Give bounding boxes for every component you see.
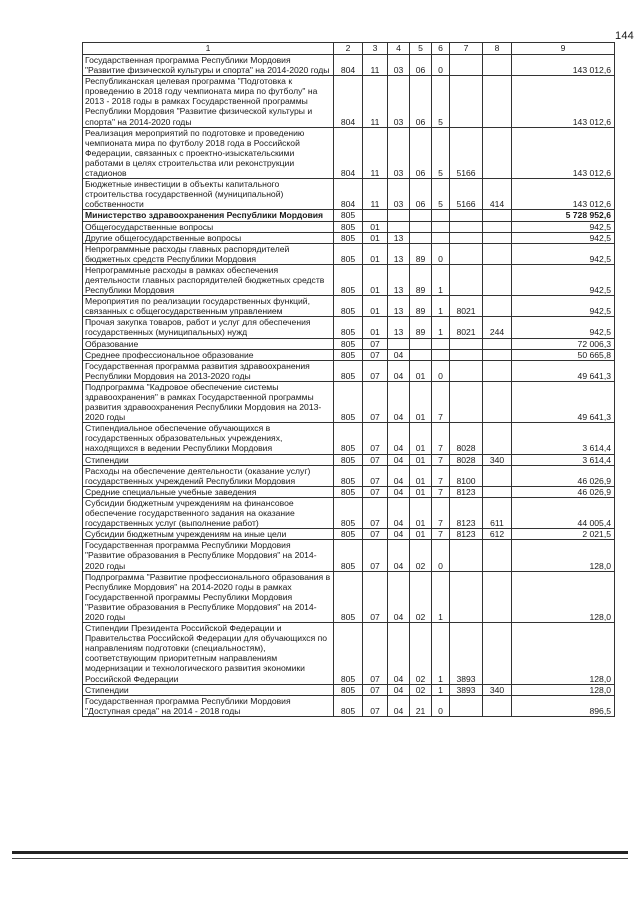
section-code-cell: 01: [363, 296, 388, 317]
subprogram-code-cell: 7: [432, 381, 450, 422]
amount-cell: 46 026,9: [512, 486, 615, 497]
row-name-cell: Образование: [83, 338, 334, 349]
program-code-cell: 06: [410, 179, 432, 210]
admin-code-cell: 804: [334, 76, 363, 127]
target-article-cell: [450, 695, 483, 716]
program-code-cell: 01: [410, 465, 432, 486]
amount-cell: 128,0: [512, 540, 615, 571]
amount-cell: 942,5: [512, 243, 615, 264]
subprogram-code-cell: 0: [432, 55, 450, 76]
amount-cell: 942,5: [512, 221, 615, 232]
target-article-cell: [450, 221, 483, 232]
program-code-cell: [410, 338, 432, 349]
subprogram-code-cell: 1: [432, 571, 450, 622]
target-article-cell: 8021: [450, 317, 483, 338]
subsection-code-cell: 04: [388, 454, 410, 465]
subsection-code-cell: 04: [388, 529, 410, 540]
subprogram-code-cell: 7: [432, 497, 450, 528]
row-name-cell: Министерство здравоохранения Республики Мордовия: [83, 210, 334, 221]
admin-code-cell: 804: [334, 179, 363, 210]
subprogram-code-cell: [432, 232, 450, 243]
column-header: 4: [388, 43, 410, 55]
program-code-cell: [410, 210, 432, 221]
subsection-code-cell: 04: [388, 540, 410, 571]
expense-type-cell: 340: [483, 684, 512, 695]
table-row: [83, 540, 615, 571]
expense-type-cell: [483, 623, 512, 685]
section-code-cell: 07: [363, 360, 388, 381]
subsection-code-cell: 04: [388, 486, 410, 497]
admin-code-cell: 805: [334, 232, 363, 243]
amount-cell: 3 614,4: [512, 423, 615, 454]
target-article-cell: [450, 571, 483, 622]
expense-type-cell: 612: [483, 529, 512, 540]
row-name-cell: Субсидии бюджетным учреждениям на финансовое обеспечение государственного задания на оказание государственных услуг (выполнение работ): [83, 497, 334, 528]
table-row: [83, 465, 615, 486]
program-code-cell: 01: [410, 529, 432, 540]
program-code-cell: 02: [410, 540, 432, 571]
subsection-code-cell: 04: [388, 381, 410, 422]
subprogram-code-cell: 5: [432, 76, 450, 127]
table-row: [83, 76, 615, 127]
subsection-code-cell: 04: [388, 497, 410, 528]
target-article-cell: [450, 55, 483, 76]
subprogram-code-cell: 5: [432, 127, 450, 178]
program-code-cell: 89: [410, 296, 432, 317]
admin-code-cell: 805: [334, 338, 363, 349]
subprogram-code-cell: 7: [432, 529, 450, 540]
amount-cell: 50 665,8: [512, 349, 615, 360]
expense-type-cell: [483, 571, 512, 622]
admin-code-cell: 804: [334, 127, 363, 178]
column-header: 6: [432, 43, 450, 55]
row-name-cell: Стипендиальное обеспечение обучающихся в государственных образовательных учреждениях, находящихся в ведении Республики Мордовия: [83, 423, 334, 454]
expense-type-cell: [483, 338, 512, 349]
program-code-cell: 06: [410, 55, 432, 76]
section-code-cell: 07: [363, 695, 388, 716]
table-row: [83, 571, 615, 622]
subsection-code-cell: 03: [388, 55, 410, 76]
target-article-cell: 3893: [450, 623, 483, 685]
expense-type-cell: [483, 381, 512, 422]
admin-code-cell: 805: [334, 221, 363, 232]
admin-code-cell: 805: [334, 623, 363, 685]
program-code-cell: 01: [410, 497, 432, 528]
section-code-cell: 07: [363, 529, 388, 540]
target-article-cell: [450, 360, 483, 381]
row-name-cell: Расходы на обеспечение деятельности (оказание услуг) государственных учреждений Республики Мордовия: [83, 465, 334, 486]
expense-type-cell: [483, 76, 512, 127]
target-article-cell: [450, 243, 483, 264]
subprogram-code-cell: 0: [432, 360, 450, 381]
section-code-cell: 11: [363, 179, 388, 210]
program-code-cell: 89: [410, 317, 432, 338]
subsection-code-cell: 13: [388, 317, 410, 338]
subprogram-code-cell: 5: [432, 179, 450, 210]
section-code-cell: 07: [363, 486, 388, 497]
subprogram-code-cell: 7: [432, 423, 450, 454]
admin-code-cell: 805: [334, 454, 363, 465]
table-row: [83, 264, 615, 295]
program-code-cell: 01: [410, 423, 432, 454]
subsection-code-cell: 04: [388, 623, 410, 685]
section-code-cell: 07: [363, 684, 388, 695]
expense-type-cell: [483, 695, 512, 716]
row-name-cell: Государственная программа Республики Мордовия "Развитие образования в Республике Мордовия" на 2014-2020 годы: [83, 540, 334, 571]
section-code-cell: 07: [363, 571, 388, 622]
footer-rule-thin: [12, 858, 628, 859]
amount-cell: 46 026,9: [512, 465, 615, 486]
amount-cell: 44 005,4: [512, 497, 615, 528]
row-name-cell: Средние специальные учебные заведения: [83, 486, 334, 497]
expense-type-cell: [483, 349, 512, 360]
subprogram-code-cell: 1: [432, 317, 450, 338]
table-row: [83, 243, 615, 264]
subprogram-code-cell: 1: [432, 623, 450, 685]
admin-code-cell: 805: [334, 571, 363, 622]
subsection-code-cell: 04: [388, 360, 410, 381]
subsection-code-cell: 04: [388, 465, 410, 486]
amount-cell: 896,5: [512, 695, 615, 716]
program-code-cell: 01: [410, 360, 432, 381]
column-header: 7: [450, 43, 483, 55]
subprogram-code-cell: 7: [432, 454, 450, 465]
table-row: [83, 55, 615, 76]
section-code-cell: 07: [363, 540, 388, 571]
subprogram-code-cell: 1: [432, 296, 450, 317]
column-header: 3: [363, 43, 388, 55]
row-name-cell: Бюджетные инвестиции в объекты капитального строительства государственной (муниципальной) собственности: [83, 179, 334, 210]
section-code-cell: 01: [363, 232, 388, 243]
expense-type-cell: [483, 423, 512, 454]
amount-cell: 942,5: [512, 264, 615, 295]
subsection-code-cell: [388, 221, 410, 232]
section-code-cell: 07: [363, 381, 388, 422]
admin-code-cell: 805: [334, 210, 363, 221]
subsection-code-cell: 03: [388, 179, 410, 210]
section-code-cell: 01: [363, 243, 388, 264]
expense-type-cell: 414: [483, 179, 512, 210]
table-row: [83, 210, 615, 221]
section-code-cell: 07: [363, 349, 388, 360]
section-code-cell: 11: [363, 76, 388, 127]
row-name-cell: Реализация мероприятий по подготовке и проведению чемпионата мира по футболу 2018 года в Российской Федерации, связанных с проектно-изыскательскими работами в целях строительства или реконструкции стадионов: [83, 127, 334, 178]
admin-code-cell: 805: [334, 695, 363, 716]
subsection-code-cell: 04: [388, 349, 410, 360]
admin-code-cell: 805: [334, 423, 363, 454]
amount-cell: 143 012,6: [512, 179, 615, 210]
expense-type-cell: [483, 55, 512, 76]
row-name-cell: Непрограммные расходы главных распорядителей бюджетных средств Республики Мордовия: [83, 243, 334, 264]
budget-table: [82, 42, 615, 717]
expense-type-cell: [483, 486, 512, 497]
admin-code-cell: 805: [334, 465, 363, 486]
target-article-cell: 8028: [450, 423, 483, 454]
target-article-cell: [450, 540, 483, 571]
amount-cell: 143 012,6: [512, 127, 615, 178]
table-row: [83, 381, 615, 422]
expense-type-cell: 340: [483, 454, 512, 465]
row-name-cell: Государственная программа Республики Мордовия "Развитие физической культуры и спорта" на 2014-2020 годы: [83, 55, 334, 76]
target-article-cell: [450, 338, 483, 349]
expense-type-cell: [483, 243, 512, 264]
row-name-cell: Общегосударственные вопросы: [83, 221, 334, 232]
amount-cell: 143 012,6: [512, 55, 615, 76]
table-row: [83, 529, 615, 540]
target-article-cell: 8021: [450, 296, 483, 317]
amount-cell: 49 641,3: [512, 381, 615, 422]
amount-cell: 128,0: [512, 684, 615, 695]
section-code-cell: 07: [363, 454, 388, 465]
subsection-code-cell: [388, 210, 410, 221]
table-row: [83, 423, 615, 454]
amount-cell: 2 021,5: [512, 529, 615, 540]
program-code-cell: 02: [410, 684, 432, 695]
admin-code-cell: 805: [334, 360, 363, 381]
table-row: [83, 179, 615, 210]
subsection-code-cell: 04: [388, 423, 410, 454]
subprogram-code-cell: [432, 349, 450, 360]
row-name-cell: Прочая закупка товаров, работ и услуг для обеспечения государственных (муниципальных) нужд: [83, 317, 334, 338]
section-code-cell: 01: [363, 317, 388, 338]
program-code-cell: 21: [410, 695, 432, 716]
section-code-cell: 07: [363, 423, 388, 454]
amount-cell: 128,0: [512, 571, 615, 622]
admin-code-cell: 805: [334, 349, 363, 360]
table-row: [83, 221, 615, 232]
column-header: 9: [512, 43, 615, 55]
expense-type-cell: [483, 465, 512, 486]
amount-cell: 49 641,3: [512, 360, 615, 381]
subprogram-code-cell: 1: [432, 684, 450, 695]
row-name-cell: Другие общегосударственные вопросы: [83, 232, 334, 243]
row-name-cell: Непрограммные расходы в рамках обеспечения деятельности главных распорядителей бюджетных средств Республики Мордовия: [83, 264, 334, 295]
amount-cell: 143 012,6: [512, 76, 615, 127]
section-code-cell: 01: [363, 221, 388, 232]
row-name-cell: Стипендии Президента Российской Федерации и Правительства Российской Федерации для обучающихся по направлениям подготовки (специальностям), соответствующим приоритетным направлениям модернизации и технологического развития экономики Российской Федерации: [83, 623, 334, 685]
table-row: [83, 623, 615, 685]
target-article-cell: [450, 232, 483, 243]
row-name-cell: Субсидии бюджетным учреждениям на иные цели: [83, 529, 334, 540]
page-number: 144: [615, 30, 634, 42]
target-article-cell: [450, 264, 483, 295]
program-code-cell: 01: [410, 381, 432, 422]
row-name-cell: Подпрограмма "Развитие профессионального образования в Республике Мордовия" на 2014-2020 годы в рамках Государственной программы Республики Мордовия "Развитие образования в Республике Мордовия" на 2014-2020 годы: [83, 571, 334, 622]
admin-code-cell: 805: [334, 486, 363, 497]
table-row: [83, 296, 615, 317]
target-article-cell: 5166: [450, 179, 483, 210]
row-name-cell: Стипендии: [83, 454, 334, 465]
subprogram-code-cell: 7: [432, 465, 450, 486]
subprogram-code-cell: 1: [432, 264, 450, 295]
target-article-cell: 8123: [450, 529, 483, 540]
subsection-code-cell: 13: [388, 296, 410, 317]
section-code-cell: 07: [363, 338, 388, 349]
subprogram-code-cell: 0: [432, 243, 450, 264]
subsection-code-cell: 13: [388, 243, 410, 264]
subprogram-code-cell: [432, 210, 450, 221]
table-row: [83, 486, 615, 497]
section-code-cell: 11: [363, 55, 388, 76]
expense-type-cell: [483, 221, 512, 232]
subprogram-code-cell: 0: [432, 540, 450, 571]
program-code-cell: 01: [410, 486, 432, 497]
subsection-code-cell: 04: [388, 571, 410, 622]
table-row: [83, 232, 615, 243]
amount-cell: 942,5: [512, 317, 615, 338]
target-article-cell: [450, 381, 483, 422]
target-article-cell: 3893: [450, 684, 483, 695]
column-header: 8: [483, 43, 512, 55]
expense-type-cell: [483, 232, 512, 243]
program-code-cell: 02: [410, 623, 432, 685]
section-code-cell: 11: [363, 127, 388, 178]
section-code-cell: 07: [363, 465, 388, 486]
row-name-cell: Мероприятия по реализации государственных функций, связанных с общегосударственным управлением: [83, 296, 334, 317]
expense-type-cell: [483, 127, 512, 178]
subsection-code-cell: 03: [388, 127, 410, 178]
subprogram-code-cell: [432, 221, 450, 232]
target-article-cell: 8100: [450, 465, 483, 486]
table-row: [83, 127, 615, 178]
program-code-cell: 02: [410, 571, 432, 622]
section-code-cell: [363, 210, 388, 221]
table-row: [83, 349, 615, 360]
amount-cell: 942,5: [512, 232, 615, 243]
header-row: [83, 43, 615, 55]
admin-code-cell: 805: [334, 684, 363, 695]
target-article-cell: [450, 76, 483, 127]
target-article-cell: [450, 349, 483, 360]
subprogram-code-cell: 0: [432, 695, 450, 716]
section-code-cell: 07: [363, 497, 388, 528]
expense-type-cell: [483, 264, 512, 295]
row-name-cell: Подпрограмма "Кадровое обеспечение системы здравоохранения" в рамках Государственной программы развития здравоохранения Республики Мордовия на 2013-2020 годы: [83, 381, 334, 422]
amount-cell: 72 006,3: [512, 338, 615, 349]
program-code-cell: 89: [410, 264, 432, 295]
table-row: [83, 497, 615, 528]
column-header: 5: [410, 43, 432, 55]
admin-code-cell: 805: [334, 529, 363, 540]
expense-type-cell: [483, 360, 512, 381]
target-article-cell: 8028: [450, 454, 483, 465]
table-row: [83, 454, 615, 465]
row-name-cell: Стипендии: [83, 684, 334, 695]
table-row: [83, 317, 615, 338]
admin-code-cell: 805: [334, 264, 363, 295]
expense-type-cell: [483, 210, 512, 221]
subsection-code-cell: 13: [388, 232, 410, 243]
expense-type-cell: 244: [483, 317, 512, 338]
amount-cell: 5 728 952,6: [512, 210, 615, 221]
table-row: [83, 684, 615, 695]
subprogram-code-cell: [432, 338, 450, 349]
admin-code-cell: 805: [334, 296, 363, 317]
target-article-cell: 8123: [450, 486, 483, 497]
amount-cell: 942,5: [512, 296, 615, 317]
table-row: [83, 338, 615, 349]
admin-code-cell: 805: [334, 381, 363, 422]
program-code-cell: 89: [410, 243, 432, 264]
admin-code-cell: 805: [334, 317, 363, 338]
subsection-code-cell: 13: [388, 264, 410, 295]
expense-type-cell: [483, 540, 512, 571]
target-article-cell: [450, 210, 483, 221]
footer-rule: [12, 851, 628, 854]
admin-code-cell: 805: [334, 540, 363, 571]
admin-code-cell: 804: [334, 55, 363, 76]
table-row: [83, 695, 615, 716]
row-name-cell: Среднее профессиональное образование: [83, 349, 334, 360]
subsection-code-cell: 03: [388, 76, 410, 127]
program-code-cell: [410, 232, 432, 243]
row-name-cell: Государственная программа развития здравоохранения Республики Мордовия на 2013-2020 годы: [83, 360, 334, 381]
program-code-cell: [410, 221, 432, 232]
program-code-cell: 01: [410, 454, 432, 465]
table-row: [83, 360, 615, 381]
subsection-code-cell: 04: [388, 695, 410, 716]
expense-type-cell: [483, 296, 512, 317]
admin-code-cell: 805: [334, 497, 363, 528]
row-name-cell: Государственная программа Республики Мордовия "Доступная среда" на 2014 - 2018 годы: [83, 695, 334, 716]
amount-cell: 128,0: [512, 623, 615, 685]
program-code-cell: [410, 349, 432, 360]
column-header: 2: [334, 43, 363, 55]
program-code-cell: 06: [410, 76, 432, 127]
section-code-cell: 01: [363, 264, 388, 295]
target-article-cell: 5166: [450, 127, 483, 178]
target-article-cell: 8123: [450, 497, 483, 528]
column-header: 1: [83, 43, 334, 55]
section-code-cell: 07: [363, 623, 388, 685]
expense-type-cell: 611: [483, 497, 512, 528]
row-name-cell: Республиканская целевая программа "Подготовка к проведению в 2018 году чемпионата мира по футболу" на 2013 - 2018 годы в рамках Государственной программы Республики Мордовия "Развитие физической культуры и спорта" на 2014-2020 годы: [83, 76, 334, 127]
subsection-code-cell: 04: [388, 684, 410, 695]
program-code-cell: 06: [410, 127, 432, 178]
admin-code-cell: 805: [334, 243, 363, 264]
amount-cell: 3 614,4: [512, 454, 615, 465]
subprogram-code-cell: 7: [432, 486, 450, 497]
subsection-code-cell: [388, 338, 410, 349]
